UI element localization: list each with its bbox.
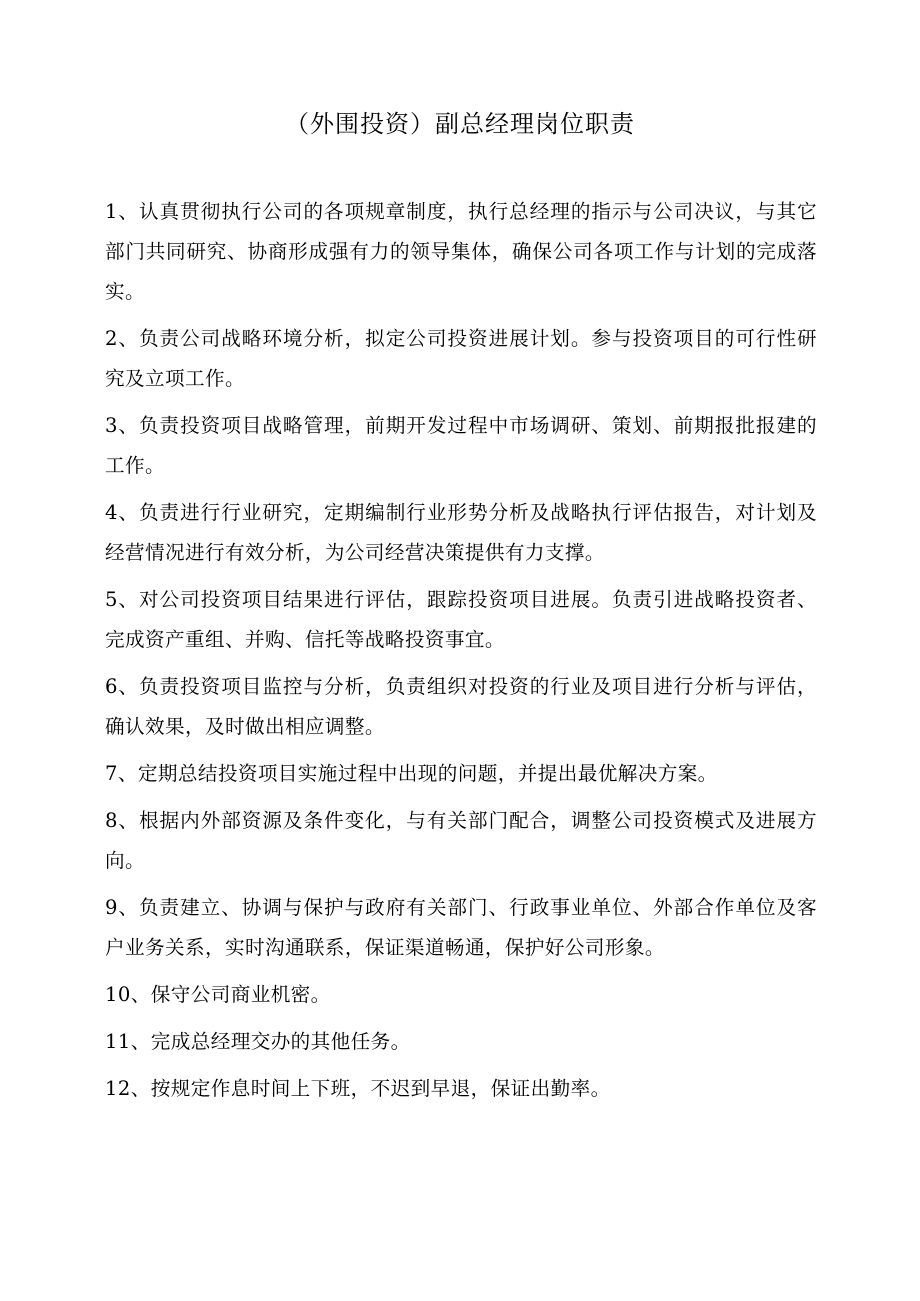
duty-item-12: 12、按规定作息时间上下班，不迟到早退，保证出勤率。 — [105, 1077, 611, 1100]
duty-item-2: 2、负责公司战略环境分析，拟定公司投资进展计划。参与投资项目的可行性研究及立项工作。 — [105, 327, 817, 390]
duty-item-11: 11、完成总经理交办的其他任务。 — [105, 1030, 411, 1053]
duty-item-3: 3、负责投资项目战略管理，前期开发过程中市场调研、策划、前期报批报建的工作。 — [105, 414, 817, 477]
duty-list — [105, 192, 817, 1116]
duty-item-4: 4、负责进行行业研究，定期编制行业形势分析及战略执行评估报告，对计划及经营情况进行有效分析，为公司经营决策提供有力支撑。 — [105, 501, 817, 564]
duty-item-7: 7、定期总结投资项目实施过程中出现的问题，并提出最优解决方案。 — [105, 762, 718, 785]
document-title: （外围投资）副总经理岗位职责 — [285, 110, 635, 138]
duty-item-5: 5、对公司投资项目结果进行评估，跟踪投资项目进展。负责引进战略投资者、完成资产重组、并购、信托等战略投资事宜。 — [105, 588, 817, 651]
duty-item-8: 8、根据内外部资源及条件变化，与有关部门配合，调整公司投资模式及进展方向。 — [105, 809, 817, 872]
duty-item-1: 1、认真贯彻执行公司的各项规章制度，执行总经理的指示与公司决议，与其它部门共同研究、协商形成强有力的领导集体，确保公司各项工作与计划的完成落实。 — [105, 200, 817, 303]
duty-item-10: 10、保守公司商业机密。 — [105, 983, 331, 1006]
duty-item-9: 9、负责建立、协调与保护与政府有关部门、行政事业单位、外部合作单位及客户业务关系，实时沟通联系，保证渠道畅通，保护好公司形象。 — [105, 896, 817, 959]
duty-item-6: 6、负责投资项目监控与分析，负责组织对投资的行业及项目进行分析与评估，确认效果，及时做出相应调整。 — [105, 675, 817, 738]
